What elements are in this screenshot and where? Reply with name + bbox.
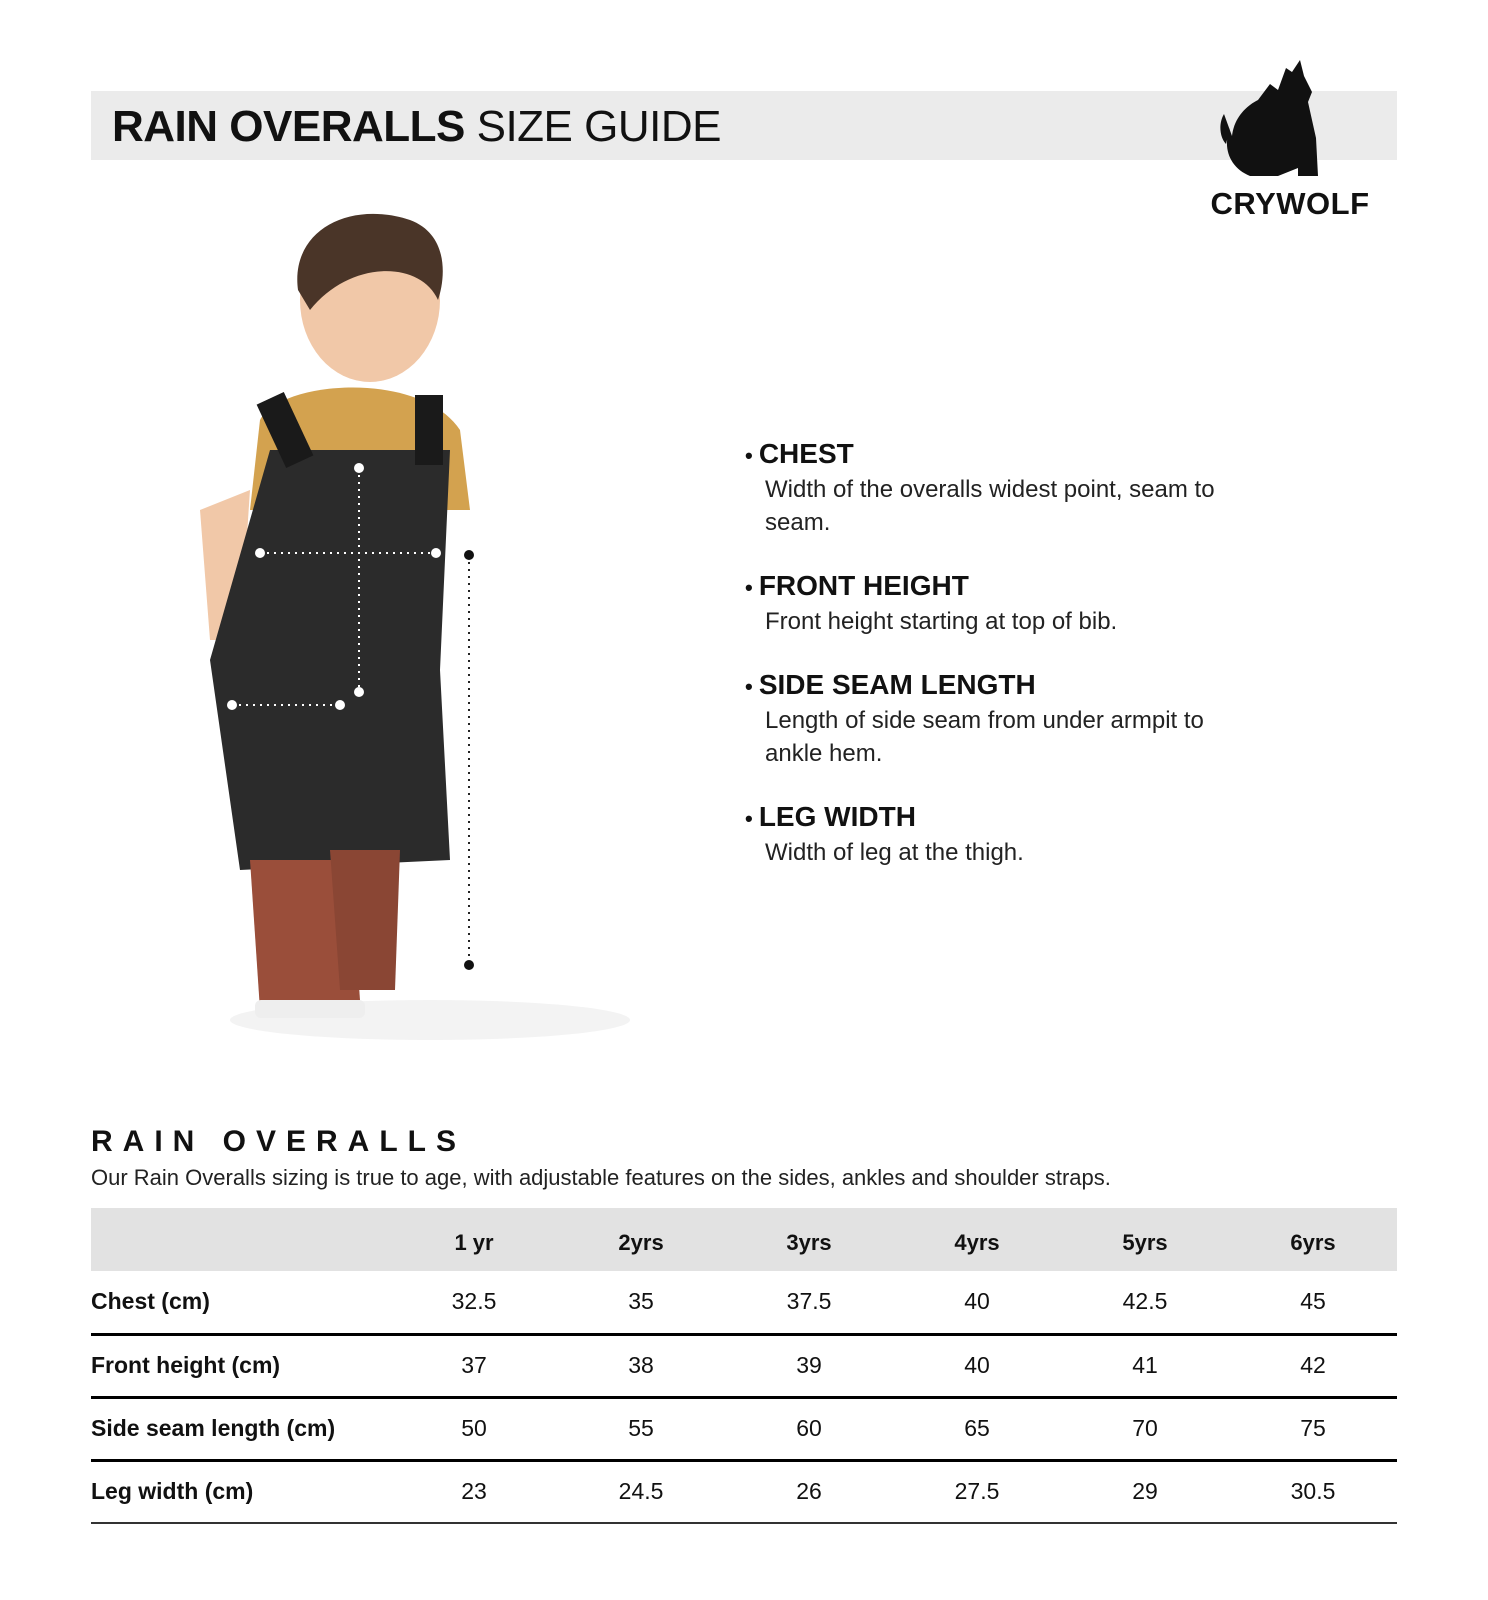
table-cell: 32.5	[391, 1271, 557, 1334]
measurement-definitions	[745, 437, 1265, 899]
row-label: Front height (cm)	[91, 1334, 391, 1397]
table-cell: 35	[557, 1271, 725, 1334]
size-table	[91, 1208, 1397, 1524]
column-header: 3yrs	[786, 1229, 832, 1255]
measurement-desc: Front height starting at top of bib.	[765, 608, 1118, 635]
table-cell: 30.5	[1229, 1460, 1397, 1523]
column-header: 1 yr	[454, 1229, 494, 1255]
logo-text: CRYWOLF	[1210, 186, 1370, 221]
measurement-label: • CHEST	[745, 437, 1265, 473]
table-cell: 26	[725, 1460, 893, 1523]
table-cell: 42.5	[1061, 1271, 1229, 1334]
table-cell: 60	[725, 1397, 893, 1460]
table-cell: 29	[1061, 1460, 1229, 1523]
table-cell: 37	[391, 1334, 557, 1397]
table-cell: 40	[893, 1334, 1061, 1397]
table-header-row	[91, 1208, 1397, 1271]
table-row	[91, 1460, 1397, 1523]
measurement-label: • LEG WIDTH	[745, 800, 1265, 836]
page-title	[112, 102, 721, 152]
table-cell: 65	[893, 1397, 1061, 1460]
table-cell: 27.5	[893, 1460, 1061, 1523]
table-cell: 37.5	[725, 1271, 893, 1334]
row-label: Chest (cm)	[91, 1271, 391, 1334]
title-light: SIZE GUIDE	[476, 102, 721, 151]
table-row	[91, 1271, 1397, 1334]
table-cell: 70	[1061, 1397, 1229, 1460]
table-cell: 50	[391, 1397, 557, 1460]
table-cell: 23	[391, 1460, 557, 1523]
column-header: 2yrs	[618, 1229, 664, 1255]
row-label: Side seam length (cm)	[91, 1397, 391, 1460]
measurement-side-seam	[745, 668, 1265, 770]
title-bold: RAIN OVERALLS	[112, 102, 465, 151]
child-in-overalls-photo	[180, 200, 660, 1060]
measurement-desc: Length of side seam from under armpit to ankle hem.	[765, 707, 1204, 767]
table-cell: 38	[557, 1334, 725, 1397]
table-section-subtitle: Our Rain Overalls sizing is true to age, with adjustable features on the sides, ankles and shoulder straps.	[91, 1165, 1111, 1190]
column-header: 4yrs	[954, 1229, 1000, 1255]
measurement-desc: Width of the overalls widest point, seam to seam.	[765, 476, 1215, 536]
row-label: Leg width (cm)	[91, 1460, 391, 1523]
crywolf-logo	[1200, 58, 1390, 228]
table-cell: 45	[1229, 1271, 1397, 1334]
table-cell: 40	[893, 1271, 1061, 1334]
column-header: 5yrs	[1122, 1229, 1168, 1255]
table-cell: 41	[1061, 1334, 1229, 1397]
measurement-label: • FRONT HEIGHT	[745, 569, 1265, 605]
column-header	[91, 1208, 391, 1271]
table-row	[91, 1397, 1397, 1460]
table-cell: 55	[557, 1397, 725, 1460]
table-section-title: RAIN OVERALLS	[91, 1125, 467, 1158]
measurement-label: • SIDE SEAM LENGTH	[745, 668, 1265, 704]
measurement-leg-width	[745, 800, 1265, 869]
measurement-chest	[745, 437, 1265, 539]
table-cell: 42	[1229, 1334, 1397, 1397]
table-cell: 75	[1229, 1397, 1397, 1460]
table-row	[91, 1334, 1397, 1397]
table-cell: 39	[725, 1334, 893, 1397]
table-cell: 24.5	[557, 1460, 725, 1523]
column-header: 6yrs	[1290, 1229, 1336, 1255]
measurement-desc: Width of leg at the thigh.	[765, 839, 1024, 866]
measurement-front-height	[745, 569, 1265, 638]
howling-wolf-icon	[1200, 58, 1390, 188]
